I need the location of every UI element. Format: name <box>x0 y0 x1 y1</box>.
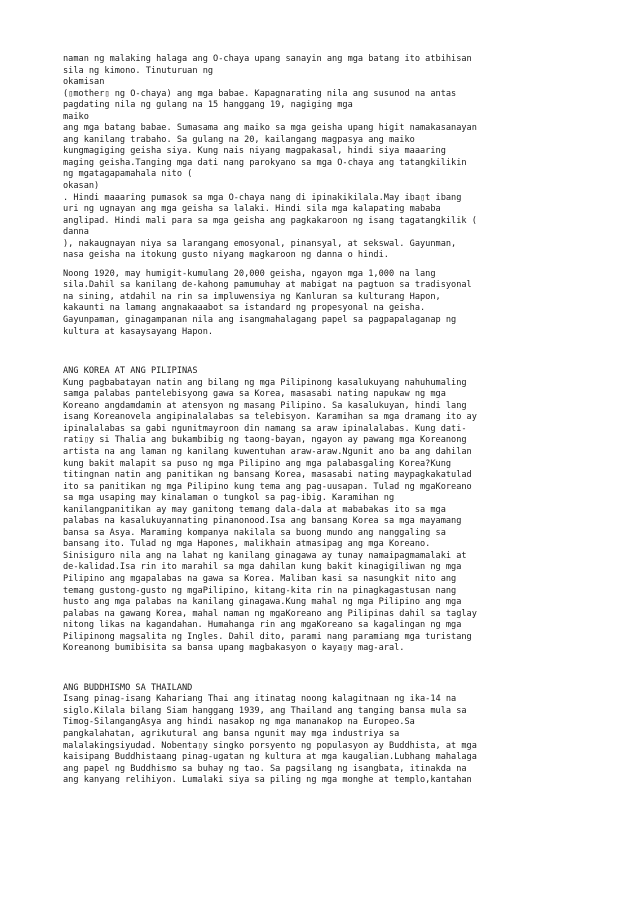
text-line: Koreanong bumibisita sa bansa upang magbakasyon o kaya▯y mag-aral. <box>63 643 405 654</box>
text-line: rati▯y si Thalia ang bukambibig ng taong-bayan, ngayon ay pawang mga Koreanong <box>63 435 467 446</box>
text-line: danna <box>63 227 89 238</box>
text-line: palabas na gawang Korea, mahal naman ng mgaKoreano ang Pilipinas dahil sa taglay <box>63 608 477 619</box>
text-line: maging geisha.Tanging mga dati nang parokyano sa mga O-chaya ang tatangkilikin <box>63 157 467 168</box>
text-line: sila ng kimono. Tinuturuan ng <box>63 65 214 76</box>
text-line: ), nakaugnayan niya sa larangang emosyonal, pinansyal, at sekswal. Gayunman, <box>63 238 457 249</box>
text-line: ang mga batang babae. Sumasama ang maiko sa mga geisha upang higit namakasanayan <box>63 123 477 134</box>
text-line: Timog-SilangangAsya ang hindi nasakop ng mga mananakop na Europeo.Sa <box>63 717 415 728</box>
section-heading: ANG KOREA AT ANG PILIPINAS <box>63 366 198 377</box>
paragraph-geisha-numbers <box>63 269 583 338</box>
section-korea-pilipinas <box>63 366 583 655</box>
text-line: palabas na kasalukuyannating pinanonood.Isa ang bansang Korea sa mga mayamang <box>63 516 462 527</box>
text-line: kakaunti na lamang angnakaaabot sa istandard ng propesyonal na geisha. <box>63 303 426 314</box>
text-line: kungmagiging geisha siya. Kung nais niyang magpakasal, hindi siya maaaring <box>63 146 446 157</box>
text-line: okasan) <box>63 181 100 192</box>
text-line: pangkalahatan, agrikutural ang bansa ngunit may mga industriya sa <box>63 728 400 739</box>
text-line: maiko <box>63 111 89 122</box>
text-line: bansang ito. Tulad ng mga Hapones, malikhain atmasipag ang mga Koreano. <box>63 539 431 550</box>
document-page <box>63 54 583 787</box>
paragraph-geisha-training <box>63 54 583 262</box>
text-line: sa mga usaping may kinalaman o tungkol sa pag-ibig. Karamihan ng <box>63 493 395 504</box>
text-line: nitong likas na kagandahan. Humahanga rin ang mgaKoreano sa kagalingan ng mga <box>63 620 462 631</box>
section-buddhismo-thailand <box>63 683 583 787</box>
section-spacer <box>63 338 583 366</box>
text-line: ito sa panitikan ng mga Pilipino kung tema ang pag-uusapan. Tulad ng mgaKoreano <box>63 481 472 492</box>
text-line: kanilangpanitikan ay may ganitong temang dala-dala at mababakas ito sa mga <box>63 504 446 515</box>
text-line: . Hindi maaaring pumasok sa mga O-chaya nang di ipinakikilala.May iba▯t ibang <box>63 192 462 203</box>
text-line: Pilipinong magsalita ng Ingles. Dahil dito, parami nang paramiang mga turistang <box>63 631 472 642</box>
text-line: (▯mother▯ ng O-chaya) ang mga babae. Kapagnarating nila ang susunod na antas <box>63 88 457 99</box>
text-line: naman ng malaking halaga ang O-chaya upang sanayin ang mga batang ito atbihisan <box>63 54 472 64</box>
text-line: nasa geisha na itokung gusto niyang magkaroon ng danna o hindi. <box>63 250 389 261</box>
text-line: uri ng ugnayan ang mga geisha sa lalaki. Hindi sila mga kalapating mababa <box>63 204 441 215</box>
section-heading: ANG BUDDHISMO SA THAILAND <box>63 682 193 693</box>
text-line: Noong 1920, may humigit-kumulang 20,000 geisha, ngayon mga 1,000 na lang <box>63 268 436 279</box>
text-line: Pilipino ang mgapalabas na gawa sa Korea. Maliban kasi sa nasungkit nito ang <box>63 573 457 584</box>
text-line: ang papel ng Buddhismo sa buhay ng tao. Sa pagsilang ng isangbata, itinakda na <box>63 763 467 774</box>
text-line: Koreano angdamdamin at atensyon ng masang Pilipino. Sa kasalukuyan, hindi lang <box>63 400 467 411</box>
text-line: Isang pinag-isang Kahariang Thai ang itinatag noong kalagitnaan ng ika-14 na <box>63 694 457 705</box>
text-line: titingnan natin ang panitikan ng bansang Korea, masasabi nating maypagkakatulad <box>63 470 472 481</box>
text-line: ng mgatagapamahala nito ( <box>63 169 193 180</box>
text-line: samga palabas pantelebisyong gawa sa Korea, masasabi nating napukaw ng mga <box>63 389 446 400</box>
text-line: Kung pagbabatayan natin ang bilang ng mga Pilipinong kasalukuyang nahuhumaling <box>63 377 467 388</box>
text-line: malalakingsiyudad. Nobenta▯y singko porsyento ng populasyon ay Buddhista, at mga <box>63 740 477 751</box>
text-line: sila.Dahil sa kanilang de-kahong pamumuhay at mabigat na pagtuon sa tradisyonal <box>63 280 472 291</box>
text-line: okamisan <box>63 77 105 88</box>
text-line: artista na ang laman ng kanilang kuwentuhan araw-araw.Ngunit ano ba ang dahilan <box>63 446 472 457</box>
text-line: kultura at kasaysayang Hapon. <box>63 326 214 337</box>
text-line: husto ang mga palabas na kanilang ginagawa.Kung mahal ng mga Pilipino ang mga <box>63 597 462 608</box>
text-line: isang Koreanovela angipinalalabas sa telebisyon. Karamihan sa mga dramang ito ay <box>63 412 477 423</box>
text-line: kung bakit malapit sa puso ng mga Pilipino ang mga palabasgaling Korea?Kung <box>63 458 452 469</box>
text-line: de-kalidad.Isa rin ito marahil sa mga dahilan kung bakit kinagigiliwan ng mga <box>63 562 462 573</box>
text-line: ang kanyang relihiyon. Lumalaki siya sa piling ng mga monghe at templo,kantahan <box>63 775 472 786</box>
text-line: bansa sa Asya. Maraming kompanya nakilala sa buong mundo ang nanggaling sa <box>63 527 446 538</box>
text-line: ang kanilang trabaho. Sa gulang na 20, kailangang magpasya ang maiko <box>63 134 415 145</box>
section-spacer <box>63 655 583 683</box>
text-line: kaisipang Buddhistaang pinag-ugatan ng kultura at mga kaugalian.Lubhang mahalaga <box>63 752 477 763</box>
text-line: temang gustong-gusto ng mgaPilipino, kitang-kita rin na pinagkagastusan nang <box>63 585 457 596</box>
text-line: na sining, atdahil na rin sa impluwensiya ng Kanluran sa kulturang Hapon, <box>63 291 441 302</box>
paragraph-spacer <box>63 262 583 269</box>
text-line: siglo.Kilala bilang Siam hanggang 1939, ang Thailand ang tanging bansa mula sa <box>63 705 467 716</box>
text-line: ipinalalabas sa gabi ngunitmayroon din namang sa araw ipinalalabas. Kung dati- <box>63 423 467 434</box>
text-line: anglipad. Hindi mali para sa mga geisha ang pagkakaroon ng isang tagatangkilik ( <box>63 215 477 226</box>
text-line: pagdating nila ng gulang na 15 hanggang 19, nagiging mga <box>63 100 353 111</box>
text-line: Sinisiguro nila ang na lahat ng kanilang ginagawa ay tunay namaipagmamalaki at <box>63 550 467 561</box>
text-line: Gayunpaman, ginagampanan nila ang isangmahalagang papel sa pagpapalaganap ng <box>63 315 457 326</box>
